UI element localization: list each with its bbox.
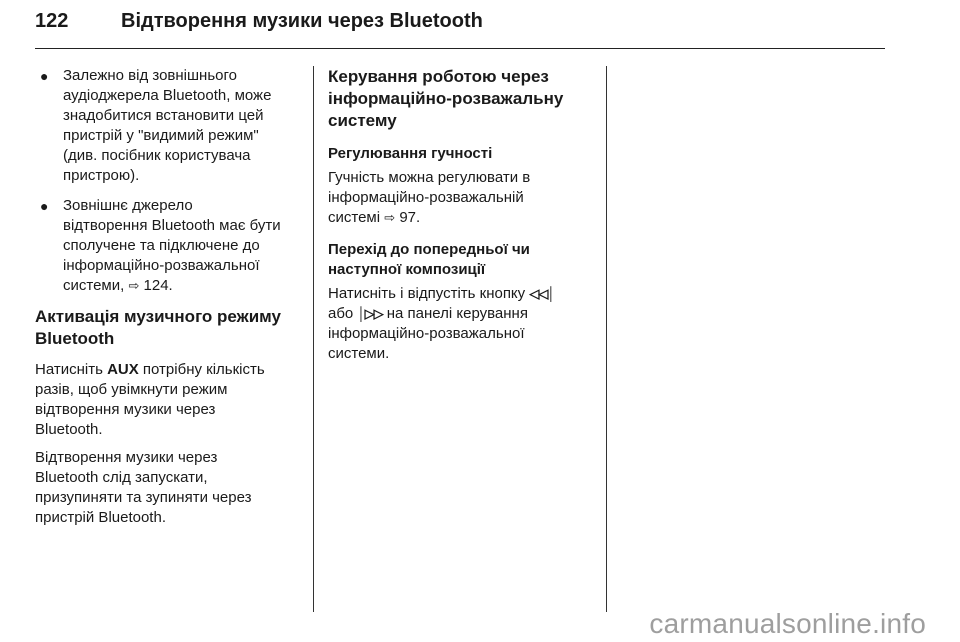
- subheading-volume: Регулювання гучності: [328, 145, 493, 162]
- bullet-item: ● Залежно від зовнішнього аудіоджерела Bluetooth, може знадобитися встановити цей пристрій у "видимий режим" (див. посібник користувача пристрою).: [40, 67, 272, 184]
- watermark: carmanualsonline.info: [649, 608, 926, 639]
- section-heading-music-mode: Активація музичного режиму Bluetooth: [35, 307, 281, 348]
- paragraph-aux: Натисніть AUX потрібну кількість разів, щоб увімкнути режим відтворення музики через Bluetooth.: [35, 361, 265, 438]
- page-reference-icon: ⇨: [384, 210, 396, 225]
- section-heading-control: Керування роботою через інформаційно-розважальну систему: [328, 67, 564, 130]
- paragraph-volume: Гучність можна регулювати в інформаційно-розважальній системі ⇨ 97.: [328, 169, 531, 226]
- subheading-track: Перехід до попередньої чи наступної композиції: [328, 241, 530, 278]
- bullet-icon: ●: [40, 68, 49, 84]
- bullet-icon: ●: [40, 198, 49, 214]
- paragraph-playback: Відтворення музики через Bluetooth слід запускати, призупиняти та зупиняти через пристрій Bluetooth.: [35, 449, 252, 526]
- page-title: Відтворення музики через Bluetooth: [121, 10, 483, 32]
- page-number: 122: [35, 10, 69, 32]
- next-track-icon: │▷▷: [357, 306, 383, 321]
- page-header: [35, 6, 885, 49]
- bullet-list: [35, 66, 297, 296]
- bullet-item: ● Зовнішнє джерело відтворення Bluetooth має бути сполучене та підключене до інформаційно-розважальної системи, ⇨ 124.: [40, 197, 281, 294]
- previous-track-icon: ◁◁│: [529, 286, 555, 301]
- column-divider-right: [606, 66, 607, 612]
- page-reference[interactable]: 124.: [143, 277, 173, 294]
- paragraph-track: Натисніть і відпустіть кнопку ◁◁│ або │▷▷ на панелі керування інформаційно-розважальної системи.: [328, 285, 555, 362]
- aux-button-label: AUX: [107, 361, 139, 378]
- column-divider-left: [313, 66, 314, 612]
- column-left: [35, 66, 297, 536]
- page-reference-icon: ⇨: [128, 278, 140, 293]
- page-reference[interactable]: 97.: [399, 209, 421, 226]
- column-middle: [328, 66, 590, 372]
